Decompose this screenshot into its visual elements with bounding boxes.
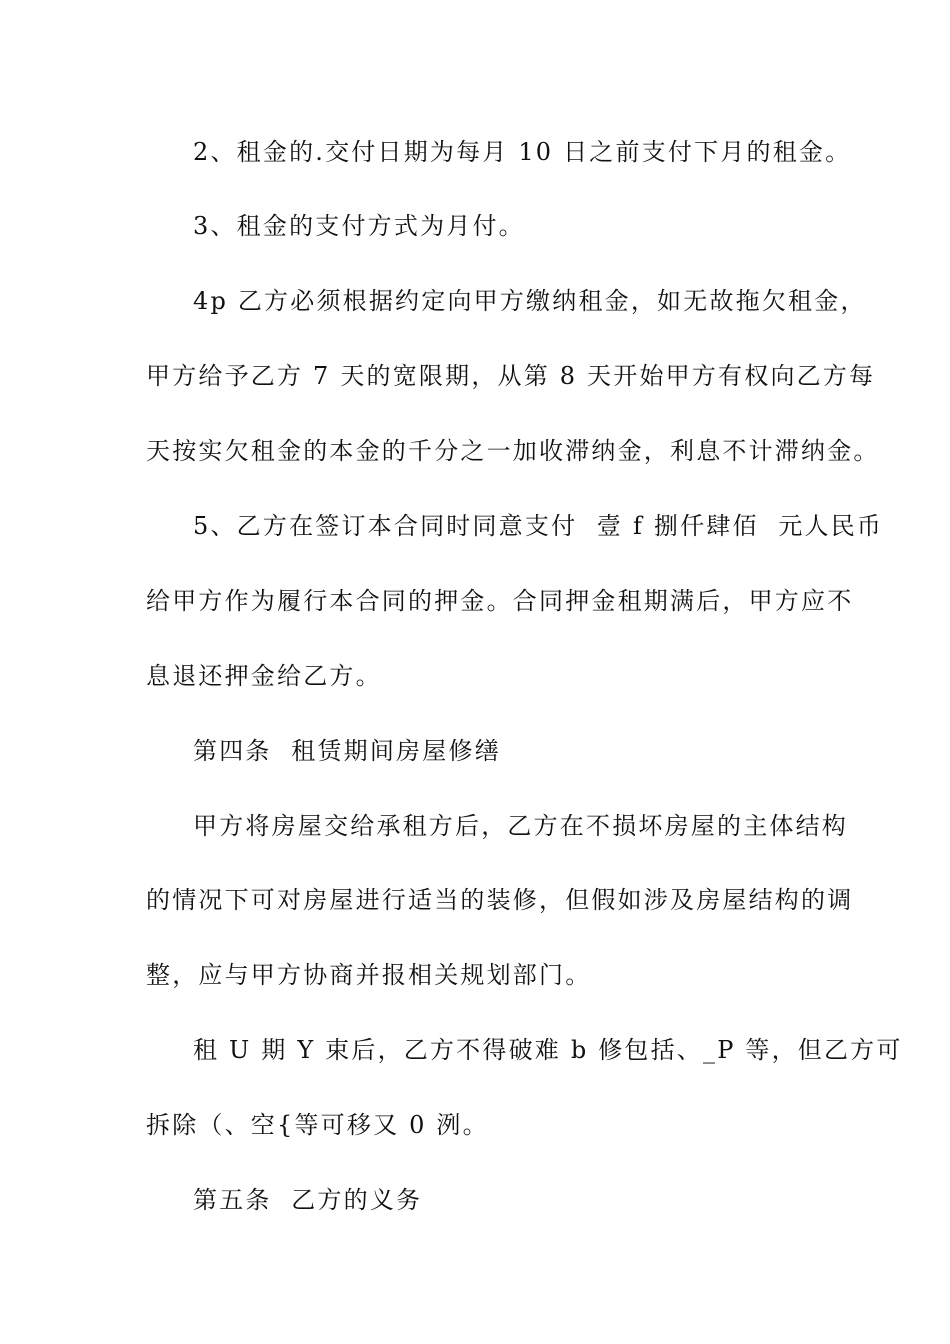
- paragraph-deposit-line-2: 给甲方作为履行本合同的押金。合同押金租期满后，甲方应不: [146, 587, 854, 615]
- paragraph-lease-end-line-1: 租 U 期 Y 束后，乙方不得破难 b 修包括、_P 等，但乙方可: [193, 1036, 903, 1064]
- paragraph-rent-payment-date: 2、租金的.交付日期为每月 10 日之前支付下月的租金。: [193, 138, 852, 166]
- paragraph-renovation-line-2: 的情况下可对房屋进行适当的装修，但假如涉及房屋结构的调: [146, 886, 854, 914]
- paragraph-late-fee-line-3: 天按实欠租金的本金的千分之一加收滞纳金，利息不计滞纳金。: [146, 437, 880, 465]
- paragraph-renovation-line-3: 整，应与甲方协商并报相关规划部门。: [146, 961, 592, 989]
- paragraph-rent-payment-method: 3、租金的支付方式为月付。: [193, 212, 525, 240]
- paragraph-lease-end-line-2: 拆除（、空{等可移又 0 洌。: [146, 1111, 489, 1139]
- paragraph-deposit-line-1: 5、乙方在签订本合同时同意支付 壹 f 捌仟肆佰 元人民币: [193, 512, 884, 540]
- paragraph-renovation-line-1: 甲方将房屋交给承租方后，乙方在不损坏房屋的主体结构: [193, 812, 848, 840]
- paragraph-late-fee-line-2: 甲方给予乙方 7 天的宽限期，从第 8 天开始甲方有权向乙方每: [146, 362, 876, 390]
- section-heading-article-5: 第五条 乙方的义务: [193, 1186, 423, 1214]
- paragraph-deposit-line-3: 息退还押金给乙方。: [146, 662, 382, 690]
- section-heading-article-4: 第四条 租赁期间房屋修缮: [193, 737, 501, 765]
- paragraph-late-fee-line-1: 4p 乙方必须根据约定向甲方缴纳租金，如无故拖欠租金，: [193, 287, 867, 315]
